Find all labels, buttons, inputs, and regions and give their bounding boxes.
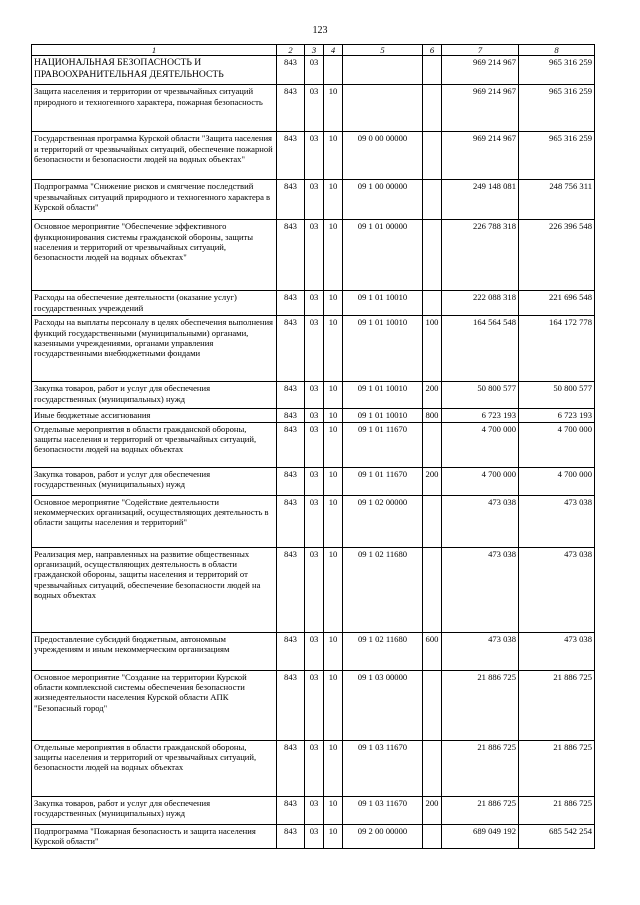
cell-subsection: 10 xyxy=(324,670,343,740)
cell-expense-type xyxy=(423,670,442,740)
cell-amount-year1: 473 038 xyxy=(442,547,519,632)
cell-subsection: 10 xyxy=(324,409,343,422)
cell-code: 843 xyxy=(277,467,305,495)
cell-subsection: 10 xyxy=(324,495,343,547)
cell-expense-type xyxy=(423,220,442,291)
header-cell: 8 xyxy=(519,45,595,56)
cell-code: 843 xyxy=(277,180,305,220)
cell-name: Основное мероприятие "Создание на территории Курской области комплексной системы обеспечения безопасности жизнедеятельности населения Курской области АПК "Безопасный город" xyxy=(32,670,277,740)
cell-amount-year2: 21 886 725 xyxy=(519,670,595,740)
table-row xyxy=(32,670,595,740)
cell-expense-type: 100 xyxy=(423,316,442,382)
cell-name: Закупка товаров, работ и услуг для обеспечения государственных (муниципальных) нужд xyxy=(32,467,277,495)
cell-name: НАЦИОНАЛЬНАЯ БЕЗОПАСНОСТЬ И ПРАВООХРАНИТЕЛЬНАЯ ДЕЯТЕЛЬНОСТЬ xyxy=(32,56,277,85)
cell-section: 03 xyxy=(305,85,324,132)
cell-amount-year1: 969 214 967 xyxy=(442,132,519,180)
cell-amount-year1: 164 564 548 xyxy=(442,316,519,382)
cell-section: 03 xyxy=(305,824,324,848)
cell-amount-year1: 50 800 577 xyxy=(442,382,519,409)
table-row xyxy=(32,796,595,824)
cell-code: 843 xyxy=(277,632,305,670)
cell-name: Расходы на обеспечение деятельности (оказание услуг) государственных учреждений xyxy=(32,291,277,316)
cell-amount-year1: 4 700 000 xyxy=(442,422,519,467)
cell-subsection: 10 xyxy=(324,316,343,382)
header-cell: 7 xyxy=(442,45,519,56)
cell-amount-year2: 473 038 xyxy=(519,632,595,670)
cell-subsection: 10 xyxy=(324,382,343,409)
cell-section: 03 xyxy=(305,632,324,670)
cell-amount-year2: 50 800 577 xyxy=(519,382,595,409)
cell-expense-type xyxy=(423,422,442,467)
table-row xyxy=(32,291,595,316)
cell-section: 03 xyxy=(305,796,324,824)
table-row xyxy=(32,180,595,220)
cell-code: 843 xyxy=(277,422,305,467)
cell-target-article: 09 1 01 10010 xyxy=(343,409,423,422)
cell-code: 843 xyxy=(277,291,305,316)
cell-subsection: 10 xyxy=(324,632,343,670)
cell-expense-type xyxy=(423,740,442,796)
cell-section: 03 xyxy=(305,495,324,547)
cell-amount-year2: 473 038 xyxy=(519,495,595,547)
cell-amount-year2: 6 723 193 xyxy=(519,409,595,422)
cell-section: 03 xyxy=(305,409,324,422)
cell-subsection: 10 xyxy=(324,824,343,848)
cell-name: Отдельные мероприятия в области гражданской обороны, защиты населения и территорий от чрезвычайных ситуаций, безопасности людей на водных объектах xyxy=(32,740,277,796)
cell-name: Предоставление субсидий бюджетным, автономным учреждениям и иным некоммерческим организациям xyxy=(32,632,277,670)
cell-amount-year2: 21 886 725 xyxy=(519,796,595,824)
table-row xyxy=(32,56,595,85)
cell-code: 843 xyxy=(277,409,305,422)
cell-amount-year2: 473 038 xyxy=(519,547,595,632)
table-row xyxy=(32,316,595,382)
header-cell: 6 xyxy=(423,45,442,56)
cell-subsection: 10 xyxy=(324,291,343,316)
cell-amount-year1: 969 214 967 xyxy=(442,85,519,132)
cell-target-article: 09 1 01 00000 xyxy=(343,220,423,291)
cell-amount-year1: 473 038 xyxy=(442,495,519,547)
cell-code: 843 xyxy=(277,85,305,132)
cell-section: 03 xyxy=(305,180,324,220)
cell-code: 843 xyxy=(277,220,305,291)
cell-expense-type: 600 xyxy=(423,632,442,670)
table-row xyxy=(32,495,595,547)
cell-code: 843 xyxy=(277,740,305,796)
cell-name: Закупка товаров, работ и услуг для обеспечения государственных (муниципальных) нужд xyxy=(32,796,277,824)
cell-subsection: 10 xyxy=(324,132,343,180)
cell-subsection: 10 xyxy=(324,467,343,495)
cell-section: 03 xyxy=(305,740,324,796)
cell-section: 03 xyxy=(305,422,324,467)
cell-subsection: 10 xyxy=(324,180,343,220)
cell-code: 843 xyxy=(277,132,305,180)
cell-section: 03 xyxy=(305,132,324,180)
cell-name: Государственная программа Курской области "Защита населения и территорий от чрезвычайных ситуаций, обеспечение пожарной безопасности и безопасности людей на водных объектах" xyxy=(32,132,277,180)
cell-target-article: 09 1 01 10010 xyxy=(343,316,423,382)
cell-amount-year2: 965 316 259 xyxy=(519,85,595,132)
cell-subsection xyxy=(324,56,343,85)
cell-name: Основное мероприятие "Обеспечение эффективного функционирования системы гражданской обороны, защиты населения и территорий от чрезвычайных ситуаций, безопасности людей на водных объектах" xyxy=(32,220,277,291)
table-row xyxy=(32,220,595,291)
cell-target-article: 09 1 02 11680 xyxy=(343,547,423,632)
cell-code: 843 xyxy=(277,824,305,848)
cell-name: Реализация мер, направленных на развитие общественных организаций, осуществляющих деятельность в области гражданской обороны, защиты населения и территорий от чрезвычайных ситуаций, обеспечение безопасности людей на водных объектах xyxy=(32,547,277,632)
cell-target-article: 09 1 03 11670 xyxy=(343,740,423,796)
cell-amount-year1: 21 886 725 xyxy=(442,740,519,796)
cell-code: 843 xyxy=(277,382,305,409)
header-cell: 5 xyxy=(343,45,423,56)
header-cell: 1 xyxy=(32,45,277,56)
cell-section: 03 xyxy=(305,670,324,740)
cell-code: 843 xyxy=(277,670,305,740)
cell-code: 843 xyxy=(277,495,305,547)
cell-expense-type: 800 xyxy=(423,409,442,422)
cell-target-article xyxy=(343,56,423,85)
cell-target-article: 09 1 01 10010 xyxy=(343,291,423,316)
cell-section: 03 xyxy=(305,547,324,632)
header-cell: 2 xyxy=(277,45,305,56)
cell-code: 843 xyxy=(277,796,305,824)
cell-expense-type xyxy=(423,132,442,180)
table-row xyxy=(32,132,595,180)
cell-target-article xyxy=(343,85,423,132)
table-row xyxy=(32,824,595,848)
cell-amount-year1: 4 700 000 xyxy=(442,467,519,495)
cell-amount-year2: 21 886 725 xyxy=(519,740,595,796)
table-row xyxy=(32,85,595,132)
cell-target-article: 09 1 02 11680 xyxy=(343,632,423,670)
cell-amount-year2: 4 700 000 xyxy=(519,467,595,495)
cell-section: 03 xyxy=(305,291,324,316)
table-row xyxy=(32,740,595,796)
cell-expense-type xyxy=(423,180,442,220)
cell-section: 03 xyxy=(305,316,324,382)
cell-target-article: 09 1 01 11670 xyxy=(343,422,423,467)
cell-expense-type: 200 xyxy=(423,467,442,495)
cell-subsection: 10 xyxy=(324,796,343,824)
cell-target-article: 09 1 01 11670 xyxy=(343,467,423,495)
budget-table xyxy=(31,44,595,849)
cell-expense-type xyxy=(423,824,442,848)
cell-amount-year2: 685 542 254 xyxy=(519,824,595,848)
cell-target-article: 09 2 00 00000 xyxy=(343,824,423,848)
cell-name: Закупка товаров, работ и услуг для обеспечения государственных (муниципальных) нужд xyxy=(32,382,277,409)
cell-code: 843 xyxy=(277,316,305,382)
cell-expense-type xyxy=(423,547,442,632)
page-number: 123 xyxy=(312,25,328,36)
table-row xyxy=(32,409,595,422)
cell-section: 03 xyxy=(305,56,324,85)
cell-name: Отдельные мероприятия в области гражданской обороны, защиты населения и территорий от чрезвычайных ситуаций, безопасности людей на водных объектах xyxy=(32,422,277,467)
cell-target-article: 09 1 02 00000 xyxy=(343,495,423,547)
cell-target-article: 09 0 00 00000 xyxy=(343,132,423,180)
table-row xyxy=(32,422,595,467)
cell-section: 03 xyxy=(305,220,324,291)
table-row xyxy=(32,632,595,670)
cell-amount-year1: 21 886 725 xyxy=(442,670,519,740)
cell-subsection: 10 xyxy=(324,422,343,467)
cell-subsection: 10 xyxy=(324,85,343,132)
table-row xyxy=(32,382,595,409)
cell-amount-year1: 473 038 xyxy=(442,632,519,670)
cell-amount-year1: 226 788 318 xyxy=(442,220,519,291)
cell-section: 03 xyxy=(305,382,324,409)
table-row xyxy=(32,467,595,495)
cell-name: Защита населения и территории от чрезвычайных ситуаций природного и техногенного характера, пожарная безопасность xyxy=(32,85,277,132)
cell-amount-year1: 21 886 725 xyxy=(442,796,519,824)
cell-amount-year2: 248 756 311 xyxy=(519,180,595,220)
cell-name: Подпрограмма "Снижение рисков и смягчение последствий чрезвычайных ситуаций природного и техногенного характера в Курской области" xyxy=(32,180,277,220)
cell-target-article: 09 1 01 10010 xyxy=(343,382,423,409)
cell-amount-year1: 222 088 318 xyxy=(442,291,519,316)
cell-name: Подпрограмма "Пожарная безопасность и защита населения Курской области" xyxy=(32,824,277,848)
cell-amount-year2: 965 316 259 xyxy=(519,56,595,85)
cell-target-article: 09 1 00 00000 xyxy=(343,180,423,220)
cell-amount-year1: 969 214 967 xyxy=(442,56,519,85)
table-row xyxy=(32,547,595,632)
cell-section: 03 xyxy=(305,467,324,495)
cell-amount-year2: 4 700 000 xyxy=(519,422,595,467)
cell-amount-year1: 249 148 081 xyxy=(442,180,519,220)
cell-subsection: 10 xyxy=(324,547,343,632)
cell-expense-type xyxy=(423,495,442,547)
cell-amount-year2: 965 316 259 xyxy=(519,132,595,180)
cell-target-article: 09 1 03 00000 xyxy=(343,670,423,740)
cell-subsection: 10 xyxy=(324,740,343,796)
cell-expense-type xyxy=(423,56,442,85)
cell-expense-type: 200 xyxy=(423,382,442,409)
header-cell: 4 xyxy=(324,45,343,56)
cell-name: Расходы на выплаты персоналу в целях обеспечения выполнения функций государственными (муниципальными) органами, казенными учреждениями, органами управления государственными внебюджетными фондами xyxy=(32,316,277,382)
cell-amount-year2: 221 696 548 xyxy=(519,291,595,316)
cell-amount-year1: 689 049 192 xyxy=(442,824,519,848)
header-cell: 3 xyxy=(305,45,324,56)
header-row xyxy=(32,45,595,56)
cell-name: Иные бюджетные ассигнования xyxy=(32,409,277,422)
cell-amount-year1: 6 723 193 xyxy=(442,409,519,422)
cell-expense-type: 200 xyxy=(423,796,442,824)
cell-amount-year2: 164 172 778 xyxy=(519,316,595,382)
cell-code: 843 xyxy=(277,56,305,85)
cell-amount-year2: 226 396 548 xyxy=(519,220,595,291)
cell-code: 843 xyxy=(277,547,305,632)
cell-target-article: 09 1 03 11670 xyxy=(343,796,423,824)
cell-expense-type xyxy=(423,291,442,316)
cell-name: Основное мероприятие "Содействие деятельности некоммерческих организаций, осуществляющих деятельность в области защиты населения и территорий" xyxy=(32,495,277,547)
cell-subsection: 10 xyxy=(324,220,343,291)
cell-expense-type xyxy=(423,85,442,132)
